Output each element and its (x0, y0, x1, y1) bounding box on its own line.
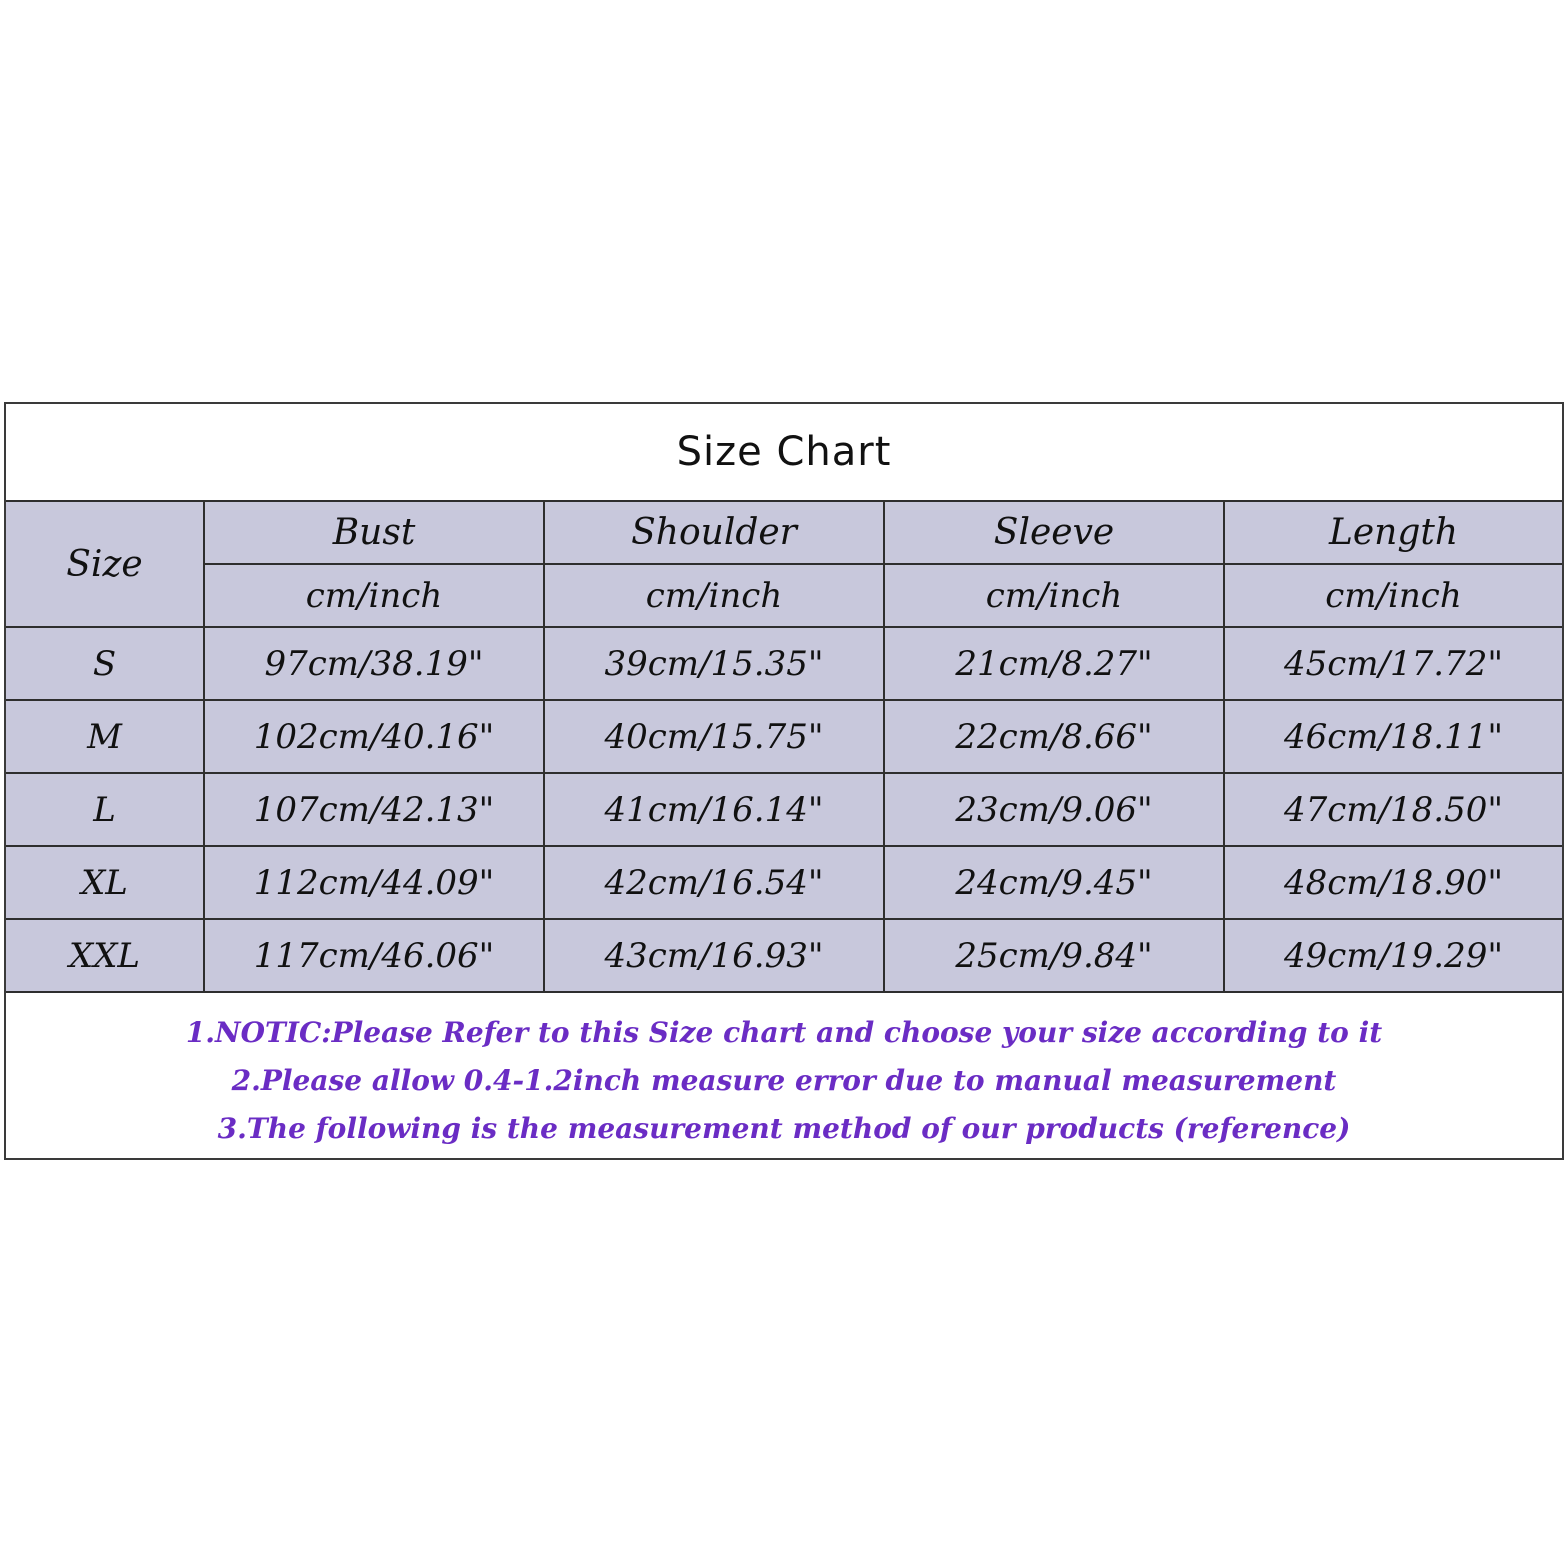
bust-value: 117cm/46.06" (204, 919, 544, 992)
sleeve-value: 25cm/9.84" (884, 919, 1224, 992)
shoulder-column-header: Shoulder (544, 501, 884, 564)
chart-title: Size Chart (676, 429, 892, 475)
table-row (6, 773, 1562, 846)
size-column-header: Size (6, 501, 204, 627)
size-label: XXL (6, 919, 204, 992)
sleeve-value: 21cm/8.27" (884, 627, 1224, 700)
length-column-header: Length (1224, 501, 1562, 564)
sleeve-value: 22cm/8.66" (884, 700, 1224, 773)
sleeve-column-header: Sleeve (884, 501, 1224, 564)
sleeve-value: 24cm/9.45" (884, 846, 1224, 919)
note-measure-error: 2.Please allow 0.4-1.2inch measure error due to manual measurement (231, 1064, 1337, 1097)
sleeve-value: 23cm/9.06" (884, 773, 1224, 846)
size-table (6, 500, 1562, 993)
table-row (6, 846, 1562, 919)
note-refer-size-chart: 1.NOTIC:Please Refer to this Size chart and choose your size according to it (185, 1016, 1383, 1049)
bust-value: 112cm/44.09" (204, 846, 544, 919)
length-unit: cm/inch (1224, 564, 1562, 627)
length-value: 46cm/18.11" (1224, 700, 1562, 773)
shoulder-value: 43cm/16.93" (544, 919, 884, 992)
table-row (6, 700, 1562, 773)
sleeve-unit: cm/inch (884, 564, 1224, 627)
shoulder-unit: cm/inch (544, 564, 884, 627)
shoulder-value: 40cm/15.75" (544, 700, 884, 773)
size-label: XL (6, 846, 204, 919)
length-value: 48cm/18.90" (1224, 846, 1562, 919)
shoulder-value: 41cm/16.14" (544, 773, 884, 846)
size-label: M (6, 700, 204, 773)
bust-value: 102cm/40.16" (204, 700, 544, 773)
unit-row (6, 564, 1562, 627)
length-value: 45cm/17.72" (1224, 627, 1562, 700)
bust-column-header: Bust (204, 501, 544, 564)
bust-value: 107cm/42.13" (204, 773, 544, 846)
table-row (6, 627, 1562, 700)
length-value: 47cm/18.50" (1224, 773, 1562, 846)
note-measurement-method: 3.The following is the measurement method of our products (reference) (217, 1112, 1351, 1145)
notes-section (6, 1004, 1562, 1158)
size-chart (4, 402, 1564, 1160)
header-row (6, 501, 1562, 564)
size-label: S (6, 627, 204, 700)
shoulder-value: 39cm/15.35" (544, 627, 884, 700)
length-value: 49cm/19.29" (1224, 919, 1562, 992)
shoulder-value: 42cm/16.54" (544, 846, 884, 919)
bust-unit: cm/inch (204, 564, 544, 627)
size-label: L (6, 773, 204, 846)
table-row (6, 919, 1562, 992)
bust-value: 97cm/38.19" (204, 627, 544, 700)
